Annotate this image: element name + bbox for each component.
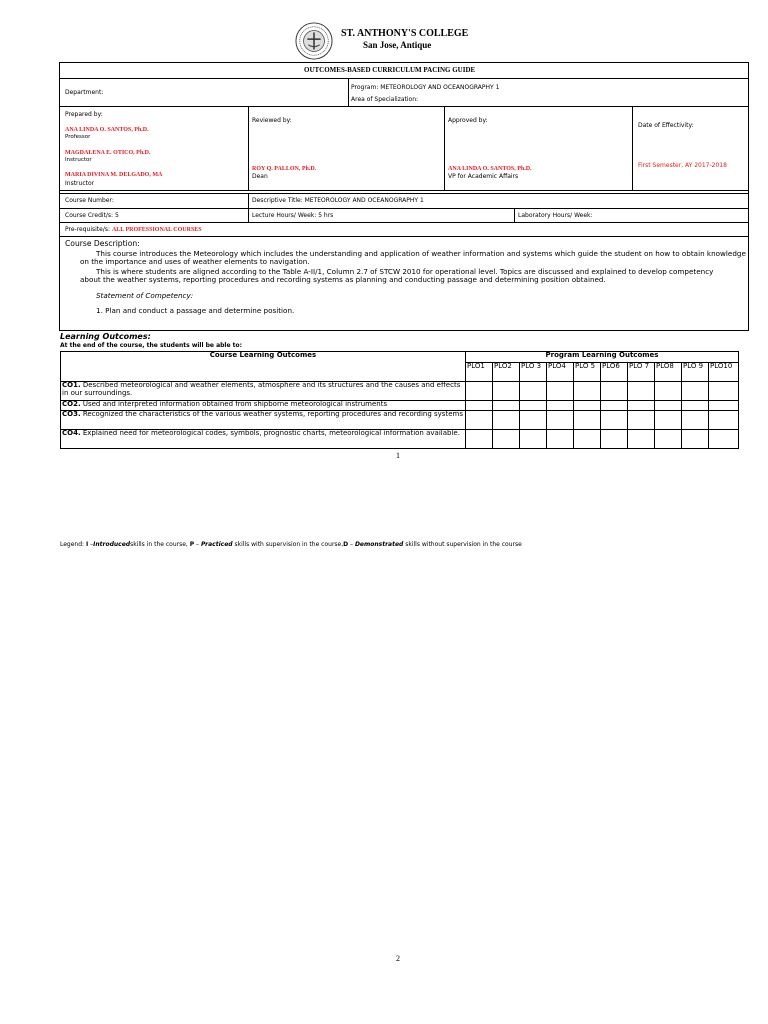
preparer-name-3: MARIA DIVINA M. DELGADO, MA (65, 172, 163, 178)
lecture-hours-label: Lecture Hours/ Week: 5 hrs (252, 212, 334, 219)
plo-header: PLO8 (655, 363, 682, 382)
competency-heading: Statement of Competency: (96, 291, 194, 300)
reviewed-by-label: Reviewed by: (252, 117, 292, 124)
page-number-1: 1 (396, 451, 400, 460)
table-row (61, 430, 739, 449)
plo-header: PLO2 (493, 363, 520, 382)
preparer-name-1: ANA LINDA O. SANTOS, Ph.D. (65, 127, 149, 133)
preparer-title-3: Instructor (65, 180, 95, 187)
prepared-by-label: Prepared by: (65, 111, 103, 118)
co-cell: CO3. Recognized the characteristics of the various weather systems, reporting procedures and recording systems (61, 411, 466, 430)
course-description-line-1: This course introduces the Meteorology which includes the understanding and application of weather information and systems which guide the student on how to obtain knowledge (96, 249, 746, 258)
plo-header: PLO 3 (520, 363, 547, 382)
reviewer-name: ROY Q. PALLON, Ph.D. (252, 166, 317, 172)
effectivity-value: First Semester, AY 2017-2018 (638, 162, 727, 169)
table-row (61, 401, 739, 411)
prerequisite-value: ALL PROFESSIONAL COURSES (111, 227, 202, 233)
specialization-label: Area of Specialization: (351, 96, 419, 103)
descriptive-title-label: Descriptive Title: METEOROLOGY AND OCEANOGRAPHY 1 (252, 197, 424, 204)
effectivity-label: Date of Effectivity: (638, 122, 694, 129)
reviewer-title: Dean (252, 173, 268, 180)
plo-header: PLO4 (547, 363, 574, 382)
plo-header: PLO 5 (574, 363, 601, 382)
course-description-line-4: about the weather systems, reporting procedures and recording systems as planning and conducting passage and determining position obtained. (80, 275, 606, 284)
approver-name: ANA LINDA O. SANTOS, Ph.D. (448, 166, 532, 172)
course-description-line-3: This is where students are aligned according to the Table A-II/1, Column 2.7 of STCW 2010 for operational level. Topics are discussed and explained to develop competency (96, 267, 714, 276)
course-description-heading: Course Description: (65, 239, 140, 248)
college-seal-logo (295, 22, 333, 60)
plo-header: PLO10 (709, 363, 739, 382)
learning-outcomes-intro: At the end of the course, the students will be able to: (60, 342, 243, 349)
co-cell: CO2. Used and interpreted information obtained from shipborne meteorological instruments (61, 401, 466, 411)
plo-column-header: Program Learning Outcomes (466, 352, 739, 363)
co-cell: CO1. Described meteorological and weather elements, atmosphere and its structures and the causes and effects in our surroundings. (61, 382, 466, 401)
plo-header: PLO 9 (682, 363, 709, 382)
course-credits-label: Course Credit/s: 5 (65, 212, 119, 219)
program-label: Program: METEOROLOGY AND OCEANOGRAPHY 1 (351, 84, 500, 91)
competency-item: 1. Plan and conduct a passage and determine position. (96, 306, 295, 315)
table-row (61, 411, 739, 430)
plo-header: PLO 7 (628, 363, 655, 382)
preparer-name-2: MAGDALENA E. OTICO, Ph.D. (65, 150, 151, 156)
approved-by-label: Approved by: (448, 117, 488, 124)
preparer-title-1: Professor (65, 134, 91, 140)
department-label: Department: (65, 89, 104, 96)
college-name: ST. ANTHONY'S COLLEGE (341, 28, 469, 39)
lab-hours-label: Laboratory Hours/ Week: (518, 212, 593, 219)
form-title: OUTCOMES-BASED CURRICULUM PACING GUIDE (304, 66, 476, 74)
prerequisite-label: Pre-requisite/s: ALL PROFESSIONAL COURSES (65, 226, 202, 233)
course-number-label: Course Number: (65, 197, 114, 204)
plo-header: PLO6 (601, 363, 628, 382)
table-row (61, 382, 739, 401)
co-cell: CO4. Explained need for meteorological codes, symbols, prognostic charts, meteorological information available. (61, 430, 466, 449)
college-address: San Jose, Antique (363, 40, 432, 50)
learning-outcomes-heading: Learning Outcomes: (60, 332, 151, 341)
learning-outcomes-table (60, 351, 739, 449)
preparer-title-2: Instructor (65, 157, 92, 163)
page-number-2: 2 (396, 954, 400, 963)
legend: Legend: I –Introducedskills in the course, P – Practiced skills with supervision in the course,D – Demonstrated skills without supervision in the course (60, 541, 522, 548)
clo-column-header: Course Learning Outcomes (61, 352, 466, 382)
plo-header: PLO1 (466, 363, 493, 382)
course-description-line-2: on the importance and uses of weather elements to navigation. (80, 257, 310, 266)
approver-title: VP for Academic Affairs (448, 173, 519, 180)
